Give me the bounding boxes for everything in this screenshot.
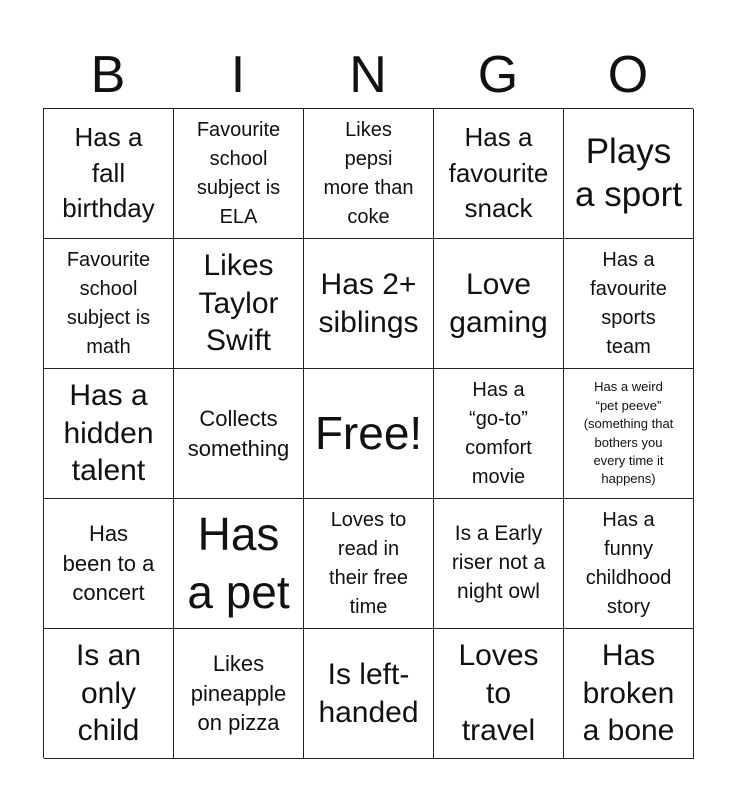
bingo-cell[interactable] (174, 239, 304, 369)
cell-text: Likes Taylor Swift (198, 248, 279, 358)
bingo-cell[interactable] (434, 109, 564, 239)
cell-text: Has 2+ siblings (318, 267, 419, 339)
cell-text: Has a weird “pet peeve” (something that bothers you every time it happens) (583, 379, 674, 487)
bingo-cell[interactable] (564, 109, 694, 239)
bingo-cell[interactable] (44, 109, 174, 239)
cell-text: Likes pineapple on pizza (190, 650, 287, 736)
bingo-board (43, 108, 693, 758)
cell-text: Is a Early riser not a night owl (451, 522, 546, 603)
header-letter-g: G (477, 46, 519, 104)
bingo-cell[interactable] (304, 629, 434, 759)
bingo-cell[interactable] (44, 369, 174, 499)
free-space-text: Free! (314, 406, 423, 459)
cell-text: Loves to travel (458, 638, 539, 748)
cell-text: Favourite school subject is math (66, 248, 151, 358)
cell-text: Love gaming (449, 267, 548, 339)
bingo-cell[interactable] (564, 629, 694, 759)
bingo-cell[interactable] (564, 239, 694, 369)
cell-text: Has a hidden talent (63, 378, 154, 488)
header-letter-b: B (90, 46, 126, 104)
bingo-cell[interactable] (174, 109, 304, 239)
bingo-cell[interactable] (44, 499, 174, 629)
cell-text: Is an only child (75, 638, 142, 748)
cell-text: Has been to a concert (62, 520, 155, 606)
bingo-header (43, 42, 693, 108)
bingo-cell[interactable] (564, 499, 694, 629)
cell-text: Has a funny childhood story (585, 508, 672, 618)
cell-text: Has a favourite snack (448, 122, 549, 224)
cell-text: Has a pet (187, 508, 290, 618)
bingo-cell[interactable] (434, 499, 564, 629)
header-letter-n: N (349, 46, 387, 104)
bingo-cell[interactable] (304, 109, 434, 239)
bingo-cell[interactable] (304, 499, 434, 629)
cell-text: Plays a sport (575, 131, 682, 214)
cell-text: Loves to read in their free time (329, 508, 408, 618)
bingo-cell[interactable] (434, 369, 564, 499)
bingo-cell[interactable] (434, 239, 564, 369)
bingo-cell[interactable] (174, 369, 304, 499)
free-space[interactable] (304, 369, 434, 499)
cell-text: Is left- handed (318, 657, 419, 729)
bingo-cell[interactable] (44, 629, 174, 759)
cell-text: Has a favourite sports team (590, 248, 667, 358)
bingo-cell[interactable] (174, 629, 304, 759)
cell-text: Likes pepsi more than coke (323, 118, 414, 228)
header-letter-o: O (607, 46, 649, 104)
bingo-cell[interactable] (174, 499, 304, 629)
bingo-cell[interactable] (564, 369, 694, 499)
bingo-cell[interactable] (44, 239, 174, 369)
bingo-cell[interactable] (434, 629, 564, 759)
bingo-cell[interactable] (304, 239, 434, 369)
cell-text: Has a fall birthday (62, 122, 155, 224)
cell-text: Collects something (187, 405, 290, 461)
cell-text: Has broken a bone (582, 638, 675, 748)
cell-text: Favourite school subject is ELA (196, 118, 281, 228)
cell-text: Has a “go-to” comfort movie (465, 378, 532, 488)
header-letter-i: I (230, 46, 246, 104)
